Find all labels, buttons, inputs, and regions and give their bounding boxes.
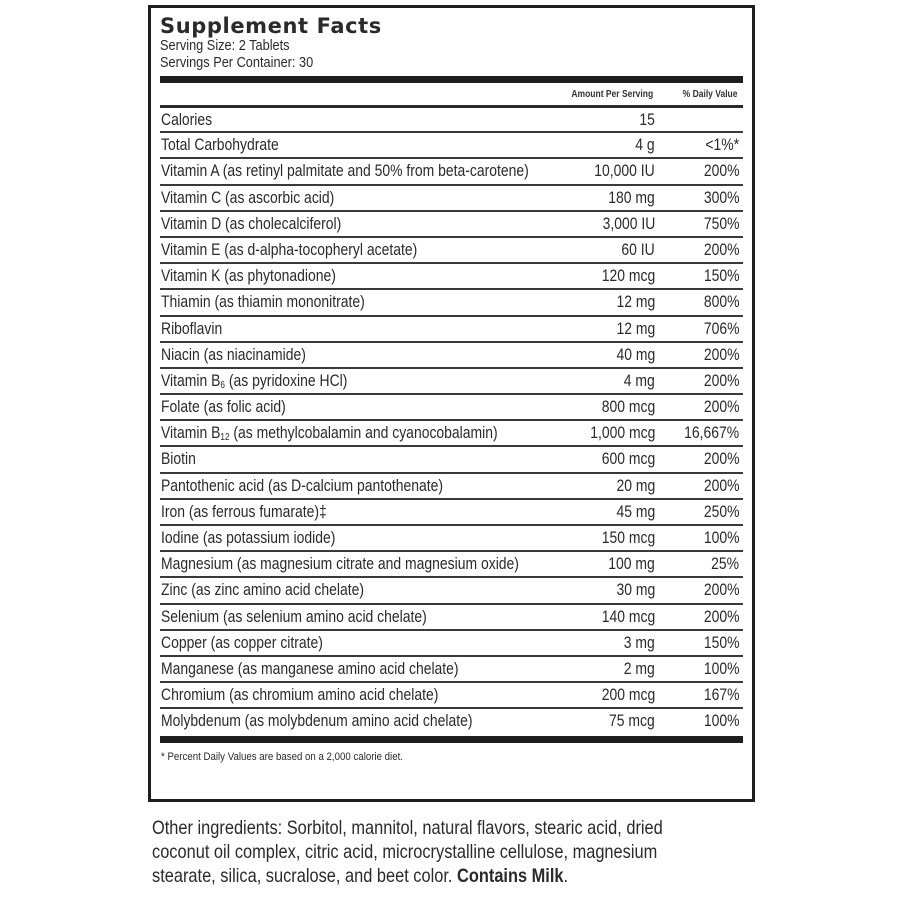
nutrient-daily-value: <1%* bbox=[705, 135, 739, 155]
nutrient-amount: 3 mg bbox=[624, 632, 655, 652]
nutrient-name-subscript: 6 bbox=[220, 379, 225, 391]
nutrient-amount: 150 mcg bbox=[601, 528, 655, 547]
nutrient-amount: 180 mg bbox=[608, 187, 655, 207]
nutrient-daily-value: 16,667% bbox=[683, 423, 739, 443]
nutrient-amount: 4 mg bbox=[624, 370, 655, 390]
nutrient-row bbox=[160, 105, 743, 131]
nutrient-name bbox=[161, 292, 365, 312]
divider-thick-bottom bbox=[160, 736, 743, 743]
nutrient-name bbox=[161, 161, 529, 181]
nutrient-row bbox=[160, 524, 743, 550]
nutrient-name-text: Vitamin A (as retinyl palmitate and 50% from beta-carotene) bbox=[161, 161, 529, 181]
nutrient-daily-value: 250% bbox=[703, 501, 739, 521]
column-headers bbox=[160, 83, 743, 105]
nutrient-daily-value: 200% bbox=[703, 449, 739, 469]
nutrient-daily-value: 150% bbox=[703, 266, 739, 286]
nutrient-name bbox=[161, 476, 443, 496]
nutrient-name bbox=[161, 188, 334, 208]
nutrient-row bbox=[160, 367, 743, 393]
nutrient-name bbox=[161, 528, 335, 548]
nutrient-name-text: Selenium (as selenium amino acid chelate) bbox=[161, 606, 427, 626]
nutrient-name-text: Folate (as folic acid) bbox=[161, 397, 286, 417]
nutrient-name-text: Manganese (as manganese amino acid chelate) bbox=[161, 658, 459, 678]
nutrient-daily-value: 200% bbox=[703, 161, 739, 181]
nutrient-amount: 30 mg bbox=[616, 580, 655, 600]
nutrient-name-text: Vitamin D (as cholecalciferol) bbox=[161, 213, 342, 233]
other-ingredients-line-1: Other ingredients: Sorbitol, mannitol, natural flavors, stearic acid, dried bbox=[152, 817, 663, 839]
nutrient-amount: 12 mg bbox=[616, 318, 655, 338]
nutrient-row bbox=[160, 629, 743, 655]
nutrient-amount: 120 mcg bbox=[601, 266, 655, 286]
nutrient-row bbox=[160, 707, 743, 733]
nutrient-name bbox=[161, 371, 347, 391]
footnote bbox=[160, 743, 743, 771]
nutrient-daily-value: 100% bbox=[703, 528, 739, 547]
nutrient-amount: 140 mcg bbox=[601, 606, 655, 626]
nutrient-daily-value: 200% bbox=[703, 370, 739, 390]
nutrient-name bbox=[161, 397, 286, 417]
header-daily-value: % Daily Value bbox=[682, 89, 737, 100]
nutrient-row bbox=[160, 184, 743, 210]
serving-size: Serving Size: 2 Tablets bbox=[160, 38, 290, 54]
nutrient-name bbox=[161, 580, 364, 600]
nutrient-daily-value: 167% bbox=[703, 685, 739, 705]
nutrient-amount: 12 mg bbox=[616, 292, 655, 312]
nutrient-name bbox=[161, 266, 336, 286]
nutrient-daily-value: 100% bbox=[703, 658, 739, 678]
nutrient-name bbox=[161, 135, 279, 155]
nutrient-name-text: Vitamin C (as ascorbic acid) bbox=[161, 187, 335, 207]
nutrient-name bbox=[161, 110, 212, 130]
nutrient-name-text: Biotin bbox=[161, 449, 196, 469]
nutrient-name-text: Vitamin B bbox=[161, 370, 221, 390]
nutrient-daily-value: 800% bbox=[703, 292, 739, 312]
nutrient-name-text: Copper (as copper citrate) bbox=[161, 632, 323, 652]
nutrient-name bbox=[161, 502, 327, 522]
nutrient-row bbox=[160, 157, 743, 183]
nutrient-name-text: Vitamin K (as phytonadione) bbox=[161, 266, 336, 286]
nutrient-name-text: Molybdenum (as molybdenum amino acid chelate) bbox=[161, 711, 473, 731]
nutrient-name bbox=[161, 319, 222, 339]
header-amount: Amount Per Serving bbox=[571, 89, 653, 100]
nutrient-amount: 800 mcg bbox=[601, 397, 655, 417]
nutrient-amount: 10,000 IU bbox=[594, 161, 655, 181]
nutrient-name bbox=[161, 345, 306, 365]
other-ingredients-line-3-text: stearate, silica, sucralose, and beet color. bbox=[152, 865, 458, 887]
nutrient-row bbox=[160, 576, 743, 602]
nutrient-daily-value: 200% bbox=[703, 475, 739, 495]
nutrient-row bbox=[160, 498, 743, 524]
nutrient-daily-value: 750% bbox=[703, 213, 739, 233]
nutrient-name-text: Iodine (as potassium iodide) bbox=[161, 528, 336, 547]
nutrient-amount: 40 mg bbox=[616, 344, 655, 364]
nutrient-amount: 75 mcg bbox=[609, 711, 655, 731]
nutrient-name bbox=[161, 711, 472, 731]
other-ingredients-line-2: coconut oil complex, citric acid, microcrystalline cellulose, magnesium bbox=[152, 841, 658, 863]
nutrient-row bbox=[160, 550, 743, 576]
nutrient-daily-value: 150% bbox=[703, 632, 739, 652]
footnote-text: * Percent Daily Values are based on a 2,000 calorie diet. bbox=[161, 750, 403, 763]
nutrient-name-text: Vitamin B bbox=[161, 423, 221, 443]
servings-per-container: Servings Per Container: 30 bbox=[160, 55, 314, 71]
nutrient-name-text: Pantothenic acid (as D-calcium pantothenate) bbox=[161, 475, 444, 495]
nutrient-amount: 100 mg bbox=[608, 554, 655, 574]
other-ingredients-line-3 bbox=[152, 864, 690, 888]
nutrient-name bbox=[161, 423, 498, 443]
nutrient-name-subscript: 12 bbox=[220, 432, 230, 444]
nutrient-row bbox=[160, 393, 743, 419]
nutrient-amount: 45 mg bbox=[616, 501, 655, 521]
nutrient-name-text: Riboflavin bbox=[161, 318, 223, 338]
nutrient-amount: 3,000 IU bbox=[602, 213, 655, 233]
nutrient-row bbox=[160, 236, 743, 262]
nutrient-name bbox=[161, 554, 519, 574]
nutrient-row bbox=[160, 315, 743, 341]
nutrient-row bbox=[160, 472, 743, 498]
allergen-warning: Contains Milk bbox=[457, 865, 564, 887]
nutrient-name-rest: (as methylcobalamin and cyanocobalamin) bbox=[229, 423, 498, 443]
nutrient-daily-value: 100% bbox=[703, 711, 739, 731]
panel-title: Supplement Facts bbox=[160, 14, 382, 38]
nutrient-row bbox=[160, 131, 743, 157]
nutrient-name bbox=[161, 659, 459, 679]
nutrient-amount: 200 mcg bbox=[601, 685, 655, 705]
nutrient-amount: 60 IU bbox=[621, 239, 655, 259]
nutrient-daily-value: 706% bbox=[703, 318, 739, 338]
nutrient-name-text: Chromium (as chromium amino acid chelate) bbox=[161, 685, 439, 705]
nutrient-name bbox=[161, 633, 323, 653]
nutrient-name-text: Total Carbohydrate bbox=[161, 135, 279, 155]
nutrient-row bbox=[160, 681, 743, 707]
nutrient-row bbox=[160, 288, 743, 314]
nutrient-row bbox=[160, 445, 743, 471]
nutrient-amount: 4 g bbox=[635, 135, 655, 155]
nutrient-daily-value: 200% bbox=[703, 344, 739, 364]
nutrient-name-text: Zinc (as zinc amino acid chelate) bbox=[161, 580, 364, 600]
other-ingredients bbox=[152, 816, 792, 888]
nutrient-name-text: Iron (as ferrous fumarate)‡ bbox=[161, 501, 327, 521]
nutrient-name bbox=[161, 240, 417, 260]
nutrient-table bbox=[160, 105, 743, 734]
supplement-facts-panel bbox=[148, 5, 755, 802]
nutrient-row bbox=[160, 603, 743, 629]
nutrient-daily-value: 300% bbox=[703, 187, 739, 207]
nutrient-name bbox=[161, 685, 438, 705]
divider-thick-top bbox=[160, 76, 743, 83]
nutrient-name-text: Thiamin (as thiamin mononitrate) bbox=[161, 292, 365, 312]
nutrient-name-text: Niacin (as niacinamide) bbox=[161, 344, 306, 364]
nutrient-amount: 2 mg bbox=[624, 658, 655, 678]
nutrient-name-text: Vitamin E (as d-alpha-tocopheryl acetate) bbox=[161, 239, 418, 259]
nutrient-daily-value: 200% bbox=[703, 397, 739, 417]
nutrient-amount: 600 mcg bbox=[601, 449, 655, 469]
nutrient-daily-value: 200% bbox=[703, 239, 739, 259]
nutrient-row bbox=[160, 655, 743, 681]
nutrient-name-text: Magnesium (as magnesium citrate and magnesium oxide) bbox=[161, 554, 519, 574]
nutrient-row bbox=[160, 419, 743, 445]
nutrient-amount: 15 bbox=[639, 110, 655, 129]
nutrient-daily-value: 200% bbox=[703, 580, 739, 600]
nutrient-row bbox=[160, 341, 743, 367]
nutrient-daily-value: 200% bbox=[703, 606, 739, 626]
nutrient-name bbox=[161, 607, 427, 627]
nutrient-amount: 1,000 mcg bbox=[589, 423, 655, 443]
nutrient-name-text: Calories bbox=[161, 110, 213, 129]
nutrient-amount: 20 mg bbox=[616, 475, 655, 495]
nutrient-name bbox=[161, 214, 341, 234]
nutrient-name-rest: (as pyridoxine HCl) bbox=[224, 370, 348, 390]
nutrient-row bbox=[160, 210, 743, 236]
nutrient-name bbox=[161, 449, 196, 469]
nutrient-row bbox=[160, 262, 743, 288]
allergen-period: . bbox=[563, 865, 569, 887]
nutrient-daily-value: 25% bbox=[711, 554, 739, 574]
